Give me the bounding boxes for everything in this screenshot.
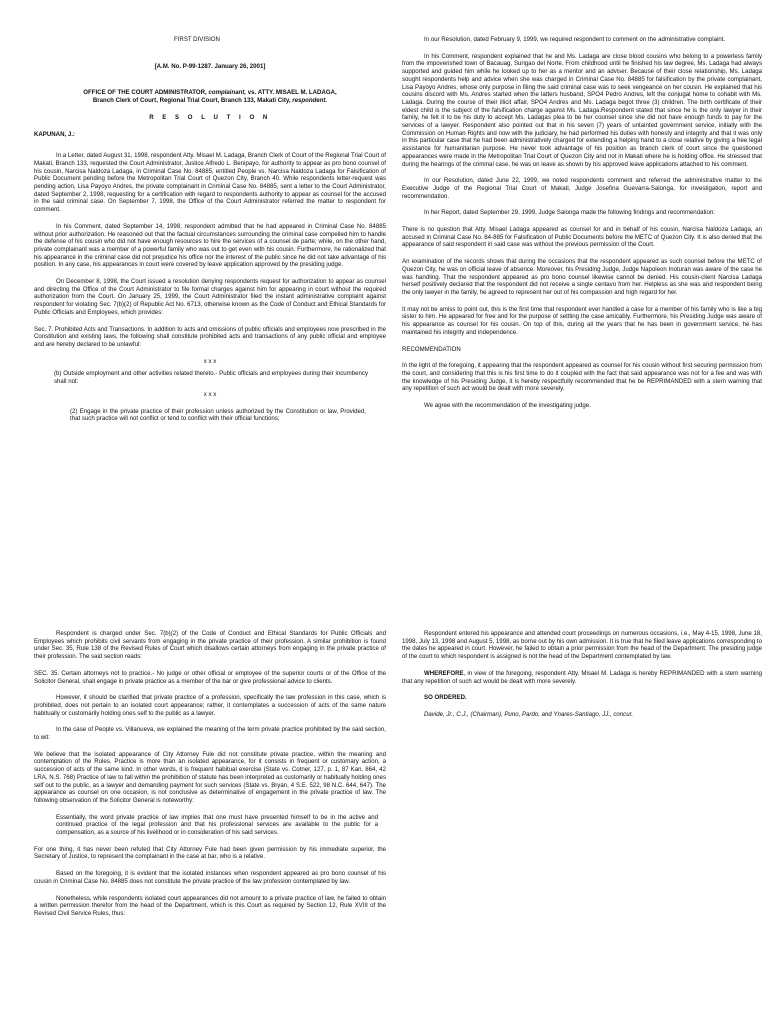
ellipsis-2: x x x <box>203 390 217 398</box>
paragraph-r3: In our Resolution, dated June 22, 1999, we noted respondents comment and referred the administrative matter to the Executive Judge of the Regional Trial Court of Makati, Judge Josefina Guevarra-Salonga, for investigation, report and recommendation. <box>402 177 762 200</box>
right-column <box>402 36 762 512</box>
quote-sec35: SEC. 35. Certain attorneys not to practice.- No judge or other official or employee of the superior courts or of the Office of the Solicitor General, shall engage in private practice as a member of the bar or give professional advice to clients. <box>34 669 386 685</box>
paragraph-3: On December 8, 1998, the Court issued a resolution denying respondents request for authorization to appear as counsel and directing the Office of the Court Administrator to file formal charges against him for appearing in court without the required authorization from the Court. On January 25, 1999, the Court Administrator filed the instant administrative complaint against respondent for violating Sec. 7(b)(2) of Republic Act No. 6713, otherwise known as the Code of Conduct and Ethical Standards for Public Officials and Employees, which provides: <box>34 278 386 316</box>
ponente: KAPUNAN, J.: <box>34 130 75 138</box>
wherefore-label: WHEREFORE <box>424 669 464 677</box>
left-column-2 <box>34 630 386 1024</box>
caption-versus: vs. ATTY. MISAEL M. LADAGA, <box>247 89 337 97</box>
quote-villanueva: We believe that the isolated appearance of City Attorney Fule did not constitute private practice, within the meaning and contemplation of the Rules. Practice is more than an isolated appearance, for it consists in frequent or customary action, a succession of acts of the same kind. In other words, it is frequent habitual exercise (State vs. Cotner, 127, p. 1, 87 Kan. 864, 42 LRA, N.S. 768) Practice of law to fall within the prohibition of statute has been interpreted as customarily or habitually holding ones self out to the public, as a lawyer and demanding payment for such services (State vs. Bryan, 4 S.E. 522, 98 N.C. 644, 647). The appearance as counsel on one occasion, is not conclusive as determinative of engagement in the private practice of law. The following observation of the Solicitor General is noteworthy: <box>34 750 386 804</box>
caption-role: complainant, <box>208 89 247 97</box>
concurrence: Davide, Jr., C.J., (Chairman), Puno, Pardo, and Ynares-Santiago, JJ., concur. <box>424 710 634 718</box>
report-finding-2: An examination of the records shows that during the occasions that the respondent appeared as such counsel before the METC of Quezon City, he was on official leave of absence. Moreover, his Presiding Judge, Judge Napoleon Inoturan was aware of the case he was handling. That the respondent appeared as pro bono counsel likewise cannot be denied. His cousin-client Narcisa Ladaga herself positively declared that the respondent did not receive a single centavo from her. Helpless as she was and respondent being the only lawyer in the family, he agreed to represent her out of his compassion and high regard for her. <box>402 258 762 296</box>
report-finding-1: There is no question that Atty. Misael Ladaga appeared as counsel for and in behalf of his cousin, Narcisa Naldoza Ladaga, an accused in Criminal Case No. 84-885 for Falsification of Public Documents before the METC of Quezon City. It is also denied that the appearance of said respondent in said case was without the previous permission of the Court. <box>402 226 762 249</box>
dispositive-portion <box>402 670 762 685</box>
caption-respondent: respondent. <box>292 97 328 105</box>
quote-solgen: Essentially, the word private practice of law implies that one must have presented himself to be in the active and continued practice of the legal profession and that his professional services are available to the public for a compensation, as a source of his livelihood or in consideration of his said services. <box>56 813 378 837</box>
case-caption <box>34 89 386 97</box>
recommendation-text: In the light of the foregoing, it appearing that the respondent appeared as counsel for his cousin without first securing permission from the court, and considering that this is his first time to do it coupled with the fact that said appearance was not for a fee and was with the knowledge of his Presiding Judge, it is hereby respectfully recommended that he be REPRIMANDED with a stern warning that any repetition of such act would be dealt with more severely. <box>402 362 762 393</box>
quote-fule: For one thing, it has never been refuted that City Attorney Fule had been given permission by his immediate superior, the Secretary of Justice, to represent the complainant in the case at bar, who is a relative. <box>34 845 386 861</box>
right-column-2 <box>402 630 762 1024</box>
so-ordered: SO ORDERED. <box>424 694 467 702</box>
report-finding-3: It may not be amiss to point out, this is the first time that respondent ever handled a case for a member of his family who is like a big sister to him. He appeared for free and for the purpose of settling the case amicably. Furthermore, his Presiding Judge was aware of his appearance as counsel for his cousin. On top of this, during all the years that he has been in government service, he has maintained his integrity and independence. <box>402 305 762 336</box>
paragraph-r4: In her Report, dated September 29, 1999, Judge Salonga made the following findings and recommendation: <box>424 209 715 217</box>
page-2 <box>0 512 768 1024</box>
paragraph-1: In a Letter, dated August 31, 1998, respondent Atty. Misael M. Ladaga, Branch Clerk of Court of the Regional Trial Court of Makati, Branch 133, requested the Court Administrator, Justice Alfredo L. Benipayo, for authority to appear as pro bono counsel of his cousin, Narcisa Naldoza Ladaga, in Criminal Case No. 84885, entitled People vs. Narcisa Naldoza Ladaga for Falsification of Public Document pending before the Metropolitan Trial Court of Quezon City, Branch 40. While respondents letter-request was pending action, Lisa Payoyo Andres, the private complainant in Criminal Case No. 84885, sent a letter to the Court Administrator, dated September 2, 1998, requesting for a certification with regard to respondents authority to appear as counsel for the accused in the said criminal case. On September 7, 1998, the Office of the Court Administrator referred the matter to respondent for comment. <box>34 152 386 214</box>
division-label: FIRST DIVISION <box>174 36 220 43</box>
paragraph-s8: Based on the foregoing, it is evident that the isolated instances when respondent appeared as pro bono counsel of his cousin in Criminal Case No. 84885 does not constitute the private practice of the law profession contemplated by law. <box>34 870 386 885</box>
quote-sec7b2: (2) Engage in the private practice of their profession unless authorized by the Constitution or law, Provided, that such practice will not conflict or tend to conflict with their official functions; <box>70 407 366 423</box>
recommendation-heading: RECOMMENDATION <box>402 345 461 353</box>
caption-court: Branch Clerk of Court, Regional Trial Court, Branch 133, Makati City, <box>92 97 291 105</box>
paragraph-agree: We agree with the recommendation of the investigating judge. <box>424 402 591 410</box>
paragraph-2: In his Comment, dated September 14, 1998, respondent admitted that he had appeared in Criminal Case No. 84885 without prior authorization. He reasoned out that the factual circumstances surrounding the criminal case compelled him to handle the defense of his cousin who did not have enough resources to hire the services of a counsel de parte; while, on the other hand, private complainant was a member of a powerful family who was out to get even with his cousin. Furthermore, he rationalized that his appearance in the criminal case did not prejudice his office nor the interest of the public since he did not take advantage of his position. In any case, his appearances in court were covered by leave application approved by the presiding judge. <box>34 222 386 269</box>
quote-sec7b: (b) Outside employment and other activities related thereto.- Public officials and employees during their incumbency shall not: <box>54 370 368 386</box>
resolution-heading: R E S O L U T I O N <box>149 113 271 121</box>
paragraph-s1: Respondent is charged under Sec. 7(b)(2) of the Code of Conduct and Ethical Standards for Public Officials and Employees which prohibits civil servants from engaging in the private practice of their profession. A similar prohibition is found under Sec. 35, Rule 138 of the Revised Rules of Court which disallows certain attorneys from engaging in the private practice of their profession. The said section reads: <box>34 630 386 661</box>
paragraph-s4: In the case of People vs. Villanueva, we explained the meaning of the term private practice prohibited by the said section, to wit: <box>34 726 386 742</box>
caption-party: OFFICE OF THE COURT ADMINISTRATOR, <box>83 89 207 97</box>
case-number: [A.M. No. P-99-1287. January 26, 2001] <box>154 62 266 70</box>
paragraph-s9: Nonetheless, while respondents isolated court appearances did not amount to a private practice of law, he failed to obtain a written permission therefor from the head of the Department, which is this Court as required by Section 12, Rule XVIII of the Revised Civil Service Rules, thus: <box>34 894 386 917</box>
caption-line-2 <box>34 97 386 105</box>
paragraph-r1: In our Resolution, dated February 9, 1999, we required respondent to comment on the administrative complaint. <box>424 36 726 43</box>
ellipsis-1: x x x <box>203 357 217 365</box>
left-column <box>34 36 386 512</box>
paragraph-s3: However, it should be clarified that private practice of a profession, specifically the law profession in this case, which is prohibited, does not pertain to an isolated court appearance; rather, it contemplates a succession of acts of the same nature habitually or customarily holding ones self to the public as a lawyer. <box>34 694 386 717</box>
dispositive-text: , in view of the foregoing, respondent Atty. Misael M. Ladaga is hereby REPRIMANDED with a stern warning that any repetition of such act would be dealt with more severely. <box>402 669 762 685</box>
paragraph-t1: Respondent entered his appearance and attended court proceedings on numerous occasions, i.e., May 4-15, 1998, June 18, 1998, July 13, 1998 and August 5, 1998, as borne out by his own admission. It is true that he filed leave applications corresponding to the dates he appeared in court. However, he failed to obtain a prior permission from the head of the Department. The presiding judge of the court to which respondent is assigned is not the head of the Department contemplated by law. <box>402 630 762 661</box>
quote-sec7: Sec. 7. Prohibited Acts and Transactions. In addition to acts and omissions of public officials and employees now prescribed in the Constitution and existing laws, the following shall constitute prohibited acts and transactions of any public official and employee and are hereby declared to be unlawful: <box>34 325 386 348</box>
paragraph-r2: In his Comment, respondent explained that he and Ms. Ladaga are close blood cousins who belong to a powerless family from the impoverished town of Bacauag, Surigao del Norte. From childhood until he finished his law degree, Ms. Ladaga had always supported and guided him while he looked up to her as a mentor and an adviser. Because of their close relationship, Ms. Ladaga sought respondents help and advice when she was charged in Criminal Case No. 84885 for falsification by the private complainant, Lisa Payoyo Andres, whose only purpose in filing the said criminal case was to seek vengeance on her cousin. He explained that his cousins discord with Ms. Andres started when the latters husband, SPO4 Pedro Andres, left the conjugal home to cohabit with Ms. Ladaga. During the course of their illicit affair, SPO4 Andres and Ms. Ladaga begot three (3) children. The birth certificate of their eldest child is the subject of the falsification charge against Ms. Ladaga.Respondent stated that since he is the only lawyer in their family, he felt it to be his duty to accept Ms. Ladagas plea to be her counsel since she did not have enough funds to pay for the services of a lawyer. Respondent also pointed out that in his seven (7) years of untainted government service, initially with the Commission on Human Rights and now with the judiciary, he had performed his duties with honesty and integrity and that it was only in this particular case that he had been administratively charged for extending a helping hand to a close relative by giving a free legal assistance for humanitarian purpose. He never took advantage of his position as branch clerk of court since the questioned appearances were made in the Metropolitan Trial Court of Quezon City and not in Makati where he is holding office. He stressed that during the hearings of the criminal case, he was on leave as shown by his approved leave applications attached to his comment. <box>402 52 762 168</box>
